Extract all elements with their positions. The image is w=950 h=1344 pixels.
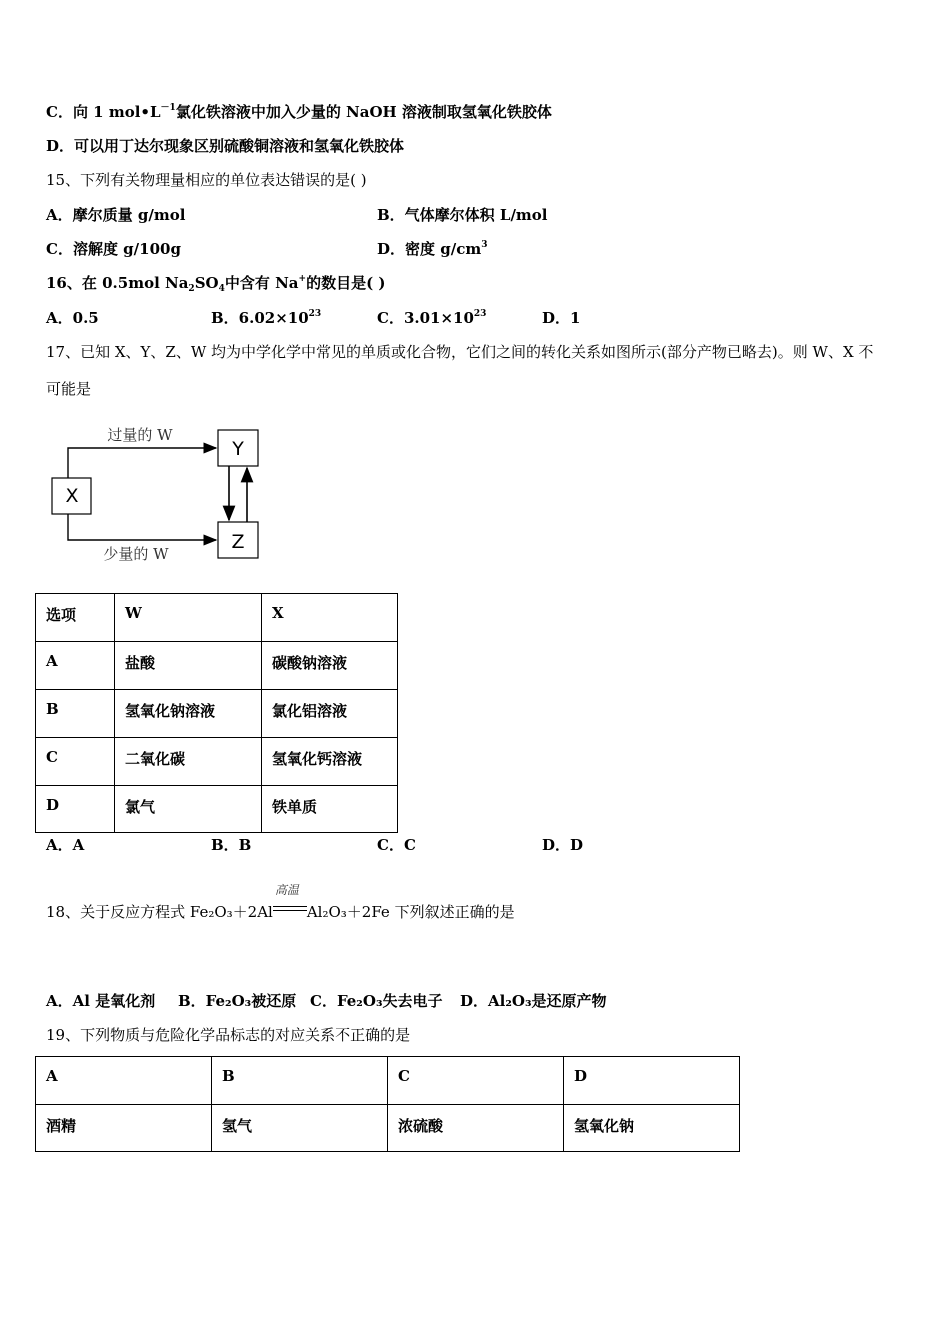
q19-stem: 19、下列物质与危险化学品标志的对应关系不正确的是 (46, 1026, 411, 1044)
table-row (36, 690, 398, 738)
label-little-w: 少量的 W (103, 545, 169, 563)
table-header-cell: C (388, 1057, 564, 1105)
q17-answer-c: C．C (377, 836, 416, 854)
q18-option-d: D．Al₂O₃是还原产物 (460, 992, 607, 1010)
q16-option-d: D．1 (542, 309, 581, 327)
q15-option-a: A．摩尔质量 g/mol (46, 206, 186, 224)
table-cell: 盐酸 (115, 642, 262, 690)
table-cell: A (36, 642, 115, 690)
table-cell: 氯气 (115, 786, 262, 833)
table-cell: 氢气 (212, 1105, 388, 1152)
table-row (36, 1105, 740, 1152)
q15-stem: 15、下列有关物理量相应的单位表达错误的是( ) (46, 171, 367, 189)
q16-stem: 16、在 0.5mol $Na_2SO_4$中含有 Na+的数目是( ) (46, 274, 386, 294)
table-cell: 碳酸钠溶液 (262, 642, 398, 690)
table-cell: 二氧化碳 (115, 738, 262, 786)
table-cell: 酒精 (36, 1105, 212, 1152)
arrow-x-to-y (68, 448, 216, 478)
q17-answer-d: D．D (542, 836, 584, 854)
table-header-cell: A (36, 1057, 212, 1105)
label-excess-w: 过量的 W (107, 426, 173, 444)
table-cell: C (36, 738, 115, 786)
table-header-cell: D (564, 1057, 740, 1105)
q17-stem-line2: 可能是 (46, 380, 92, 398)
table-cell: 浓硫酸 (388, 1105, 564, 1152)
q15-option-d: D．密度 $g/cm^3$ (377, 240, 488, 258)
table-cell: D (36, 786, 115, 833)
q14-option-d: D．可以用丁达尔现象区别硫酸铜溶液和氢氧化铁胶体 (46, 137, 405, 155)
table-header-cell: X (262, 594, 398, 642)
q18-stem: 18、关于反应方程式 Fe₂O₃＋2Al 高温 Al₂O₃＋2Fe 下列叙述正确的是 (46, 883, 515, 921)
q18-lhs: Fe₂O₃＋2Al (189, 903, 273, 921)
table-row (36, 786, 398, 833)
arrow-x-to-z (68, 514, 216, 540)
q19-table (35, 1056, 740, 1152)
q18-condition-sign (273, 883, 307, 923)
q18-option-a: A．Al 是氧化剂 (46, 992, 156, 1010)
table-row (36, 1057, 740, 1105)
table-header-cell: 选项 (36, 594, 115, 642)
q15-option-b: B．气体摩尔体积 L/mol (377, 206, 548, 224)
q18-condition: 高温 (274, 883, 299, 897)
q17-diagram (46, 418, 276, 568)
table-cell: B (36, 690, 115, 738)
q18-option-b: B．Fe₂O₃被还原 (178, 992, 297, 1010)
q18-rhs: Al₂O₃＋2Fe (306, 903, 390, 921)
q17-answer-a: A．A (46, 836, 85, 854)
q15-option-c: C．溶解度 g/100g (46, 240, 181, 258)
table-cell: 氢氧化钠溶液 (115, 690, 262, 738)
q14-option-c: C．向 1 $mol•L^{-1}$氯化铁溶液中加入少量的 NaOH 溶液制取氢氧化铁胶体 (46, 103, 552, 121)
q16-option-b: B．$6.02\times 10^{23}$ (211, 309, 322, 327)
table-header-cell: W (115, 594, 262, 642)
label-z: Z (231, 531, 245, 553)
q16-option-c: C．$3.01\times 10^{23}$ (377, 309, 487, 327)
q18-option-c: C．Fe₂O₃失去电子 (310, 992, 443, 1010)
table-cell: 氢氧化钠 (564, 1105, 740, 1152)
table-cell: 铁单质 (262, 786, 398, 833)
table-cell: 氯化铝溶液 (262, 690, 398, 738)
table-cell: 氢氧化钙溶液 (262, 738, 398, 786)
table-row (36, 738, 398, 786)
q17-stem-line1: 17、已知 X、Y、Z、W 均为中学化学中常见的单质或化合物，它们之间的转化关系如图所示(部分产物已略去)。则 W、X 不 (46, 343, 874, 361)
q16-option-a: A．0.5 (46, 309, 99, 327)
table-header-cell: B (212, 1057, 388, 1105)
table-row (36, 642, 398, 690)
q17-table (35, 593, 398, 833)
table-row (36, 594, 398, 642)
label-y: Y (232, 438, 244, 460)
label-x: X (65, 485, 79, 507)
q17-answer-b: B．B (211, 836, 252, 854)
